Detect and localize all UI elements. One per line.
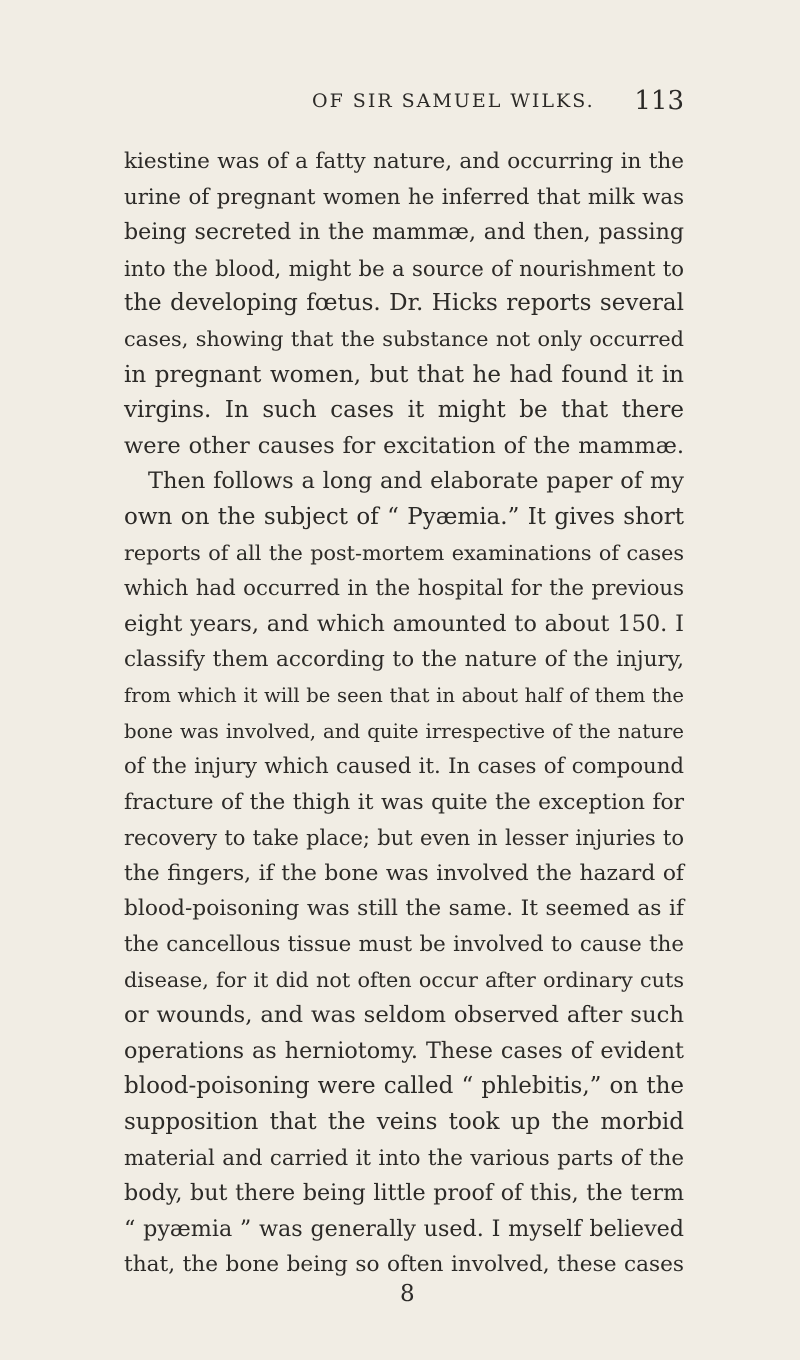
text-line: Then follows a long and elaborate paper of my [148, 468, 684, 495]
text-line: from which it will be seen that in about half of them the [124, 683, 684, 707]
text-line: were other causes for excitation of the mammæ. [124, 432, 684, 459]
text-line: in pregnant women, but that he had found it in [124, 361, 684, 388]
text-line: disease, for it did not often occur after ordinary cuts [124, 967, 684, 992]
text-line: that, the bone being so often involved, these cases [124, 1252, 684, 1278]
text-line: blood-poisoning were called “ phlebitis,” on the [124, 1073, 684, 1100]
text-line: the developing fœtus. Dr. Hicks reports several [124, 290, 684, 317]
text-line: the fingers, if the bone was involved the hazard of [124, 860, 684, 886]
page-number: 113 [634, 86, 684, 116]
text-line: which had occurred in the hospital for the previous [124, 576, 684, 602]
text-line: recovery to take place; but even in lesser injuries to [124, 825, 684, 851]
text-line: material and carried it into the various parts of the [124, 1145, 684, 1171]
running-head [124, 86, 684, 126]
text-line: of the injury which caused it. In cases of compound [124, 754, 684, 780]
text-line: urine of pregnant women he inferred that milk was [124, 184, 684, 210]
text-line: cases, showing that the substance not only occurred [124, 326, 684, 351]
text-line: reports of all the post-mortem examinations of cases [124, 540, 684, 565]
text-line: own on the subject of “ Pyæmia.” It gives short [124, 503, 684, 530]
text-line: blood-poisoning was still the same. It seemed as if [124, 896, 684, 922]
text-line: “ pyæmia ” was generally used. I myself believed [124, 1215, 684, 1242]
body-text [124, 144, 684, 1283]
text-line: into the blood, might be a source of nourishment to [124, 255, 684, 281]
signature-mark: 8 [400, 1281, 415, 1307]
running-title: OF SIR SAMUEL WILKS. [312, 90, 595, 112]
text-line: operations as herniotomy. These cases of evident [124, 1037, 684, 1064]
text-line: virgins. In such cases it might be that there [124, 397, 684, 424]
text-line: the cancellous tissue must be involved to cause the [124, 932, 684, 958]
text-line: eight years, and which amounted to about 150. I [124, 610, 684, 637]
text-line: supposition that the veins took up the morbid [124, 1109, 684, 1136]
text-line: bone was involved, and quite irrespective of the nature [124, 719, 684, 743]
text-line: kiestine was of a fatty nature, and occurring in the [124, 149, 684, 174]
text-line: or wounds, and was seldom observed after such [124, 1002, 684, 1029]
text-line: being secreted in the mammæ, and then, passing [124, 219, 684, 246]
text-line: classify them according to the nature of the injury, [124, 647, 684, 673]
text-line: body, but there being little proof of this, the term [124, 1180, 684, 1207]
text-line: fracture of the thigh it was quite the exception for [124, 789, 684, 815]
